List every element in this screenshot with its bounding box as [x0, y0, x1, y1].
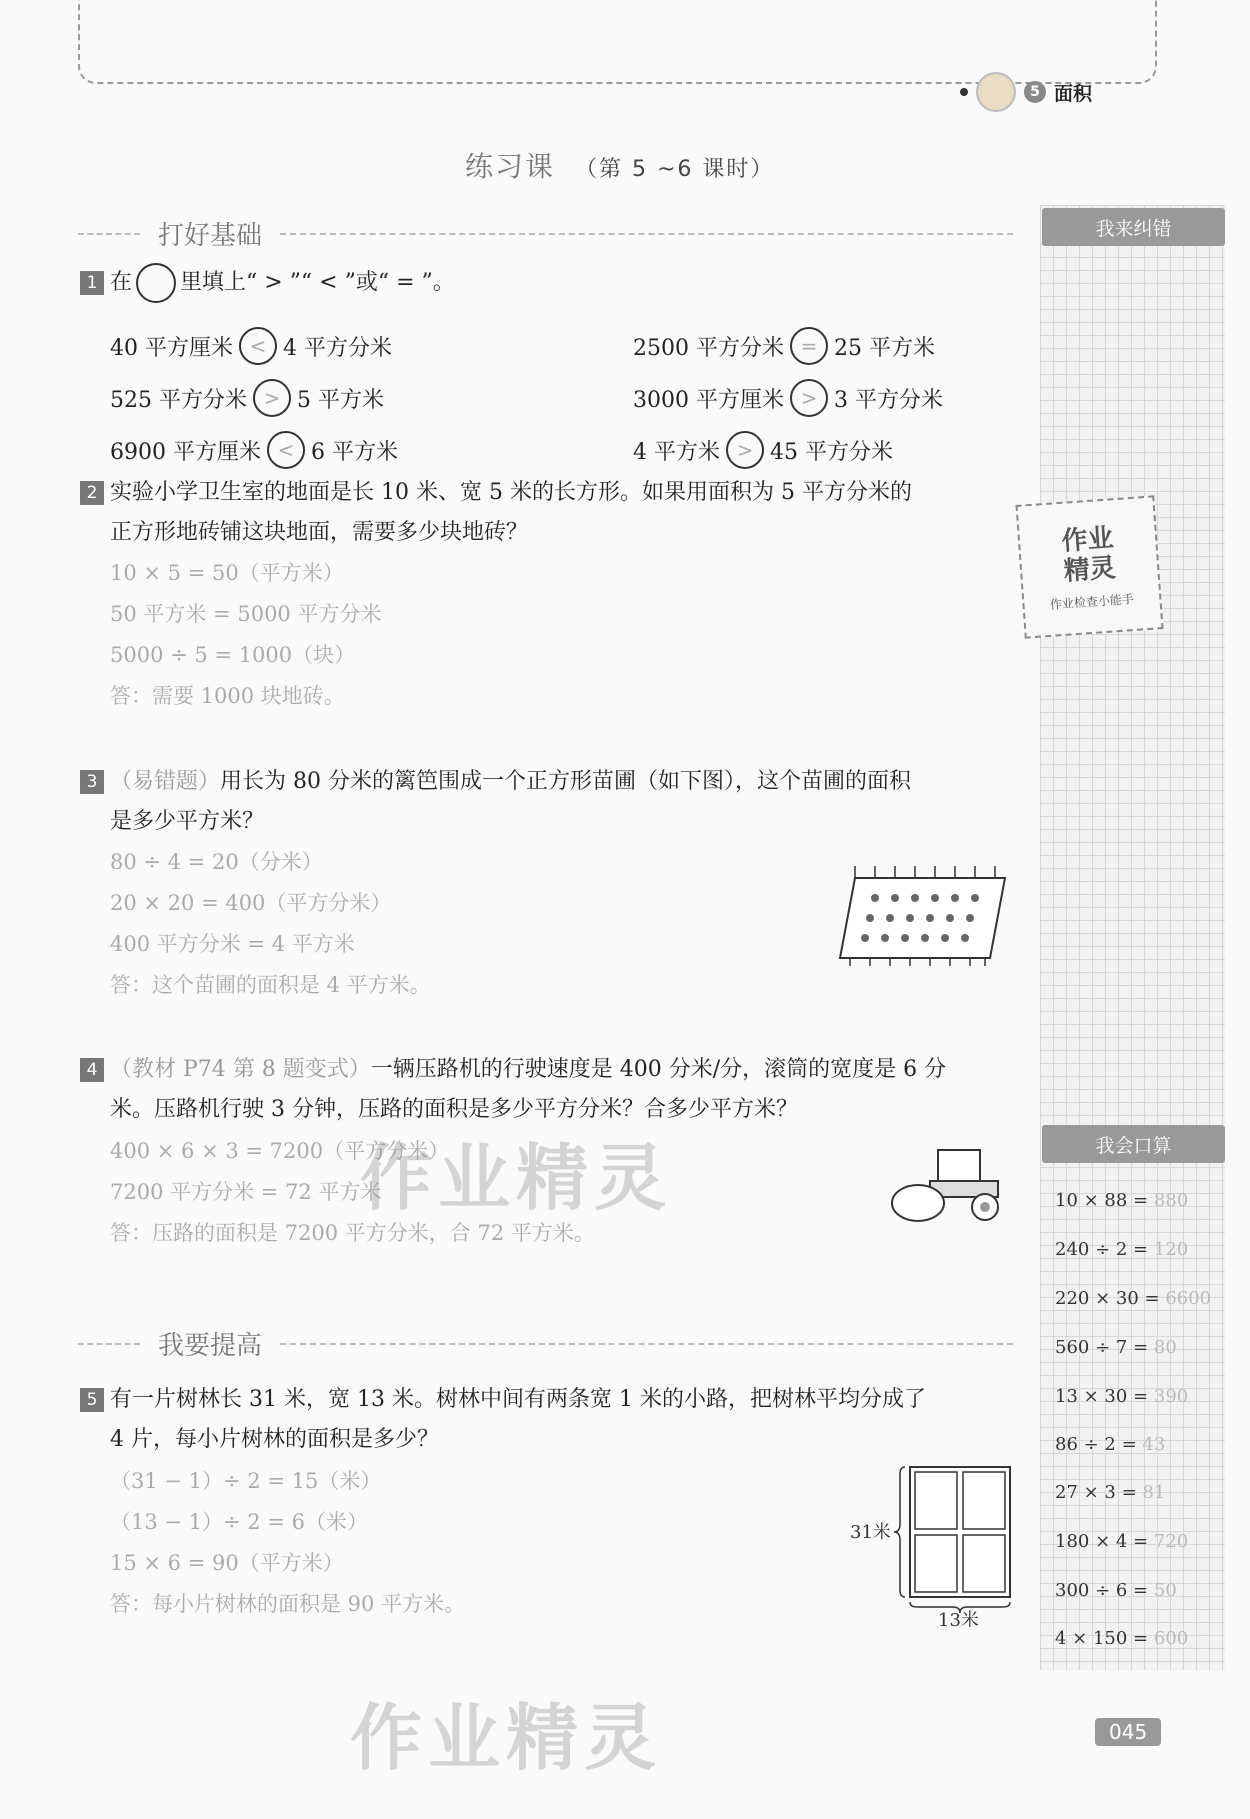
answer-circle[interactable]: > — [253, 379, 291, 417]
chapter-title: 面积 — [1054, 82, 1093, 105]
title-sub: （第 5 ~6 课时） — [575, 157, 775, 182]
calc-item: 86 ÷ 2 = 43 — [1055, 1434, 1166, 1455]
calc-item: 27 × 3 = 81 — [1055, 1482, 1166, 1503]
answer-block-2: 10 × 5 = 50（平方米） 50 平方米 = 5000 平方分米 5000 ÷ 5 = 1000（块） 答：需要 1000 块地砖。 — [110, 561, 382, 708]
compare-item: 4 平方米 > 45 平方分米 — [633, 431, 893, 469]
forest-width-label: 13米 — [938, 1610, 979, 1627]
correct-errors-header: 我来纠错 — [1042, 208, 1225, 246]
watermark: 作业精灵 — [350, 1696, 663, 1780]
calc-item: 220 × 30 = 6600 — [1055, 1288, 1212, 1309]
mental-math-header: 我会口算 — [1042, 1125, 1225, 1163]
compare-item: 6900 平方厘米 < 6 平方米 — [110, 431, 398, 469]
calc-item: 10 × 88 = 880 — [1055, 1190, 1189, 1211]
page-number: 045 — [1095, 1718, 1161, 1746]
answer-block-5: （31 − 1）÷ 2 = 15（米） （13 − 1）÷ 2 = 6（米） 15 × 6 = 90（平方米） 答：每小片树林的面积是 90 平方米。 — [110, 1469, 466, 1616]
answer-circle[interactable]: > — [726, 431, 764, 469]
question-3: 3 （易错题）用长为 80 分米的篱笆围成一个正方形苗圃（如下图），这个苗圃的面积 是多少平方米？ — [80, 762, 1015, 842]
question-number: 3 — [80, 770, 104, 794]
calc-item: 180 × 4 = 720 — [1055, 1531, 1189, 1552]
road-roller-picture — [890, 1145, 1010, 1225]
question-1: 1 在 里填上“ > ”“ < ”或“ = ”。 — [80, 263, 1015, 303]
calc-item: 240 ÷ 2 = 120 — [1055, 1239, 1189, 1260]
calc-item: 560 ÷ 7 = 80 — [1055, 1337, 1177, 1358]
question-number: 4 — [80, 1058, 104, 1082]
forest-length-label: 31米 — [850, 1522, 891, 1543]
section-basic-label: 打好基础 — [158, 221, 263, 251]
answer-block-3: 80 ÷ 4 = 20（分米） 20 × 20 = 400（平方分米） 400 平方分米 = 4 平方米 答：这个苗圃的面积是 4 平方米。 — [110, 850, 431, 997]
calc-item: 13 × 30 = 390 — [1055, 1386, 1189, 1407]
section-advanced-label: 我要提高 — [158, 1331, 263, 1361]
compare-item: 2500 平方分米 = 25 平方米 — [633, 327, 935, 365]
section-basic — [78, 215, 1013, 252]
answer-circle[interactable]: > — [790, 379, 828, 417]
answer-block-4: 400 × 6 × 3 = 7200（平方分米） 7200 平方分米 = 72 平方米 答：压路的面积是 7200 平方分米，合 72 平方米。 — [110, 1139, 595, 1245]
watermark: 作业精灵 — [360, 1136, 673, 1220]
answer-circle[interactable]: < — [239, 327, 277, 365]
blank-circle-icon — [136, 263, 176, 303]
homework-stamp: 作业 精灵 作业检查小能手 — [1015, 495, 1163, 638]
question-5: 5 有一片树林长 31 米，宽 13 米。树林中间有两条宽 1 米的小路，把树林平均分成了 4 片，每小片树林的面积是多少？ — [80, 1380, 1015, 1460]
answer-circle[interactable]: = — [790, 327, 828, 365]
reading-kid-icon — [976, 72, 1016, 112]
question-2: 2 实验小学卫生室的地面是长 10 米、宽 5 米的长方形。如果用面积为 5 平方分米的 正方形地砖铺这块地面，需要多少块地砖？ — [80, 473, 1015, 553]
page-title — [465, 145, 774, 185]
question-number: 5 — [80, 1388, 104, 1412]
question-number: 2 — [80, 481, 104, 505]
chapter-number: 5 — [1024, 81, 1046, 103]
section-advanced — [78, 1325, 1013, 1362]
question-number: 1 — [80, 271, 104, 295]
forest-diagram — [850, 1462, 1020, 1627]
calc-item: 300 ÷ 6 = 50 — [1055, 1580, 1177, 1601]
compare-item: 40 平方厘米 < 4 平方分米 — [110, 327, 392, 365]
calc-item: 4 × 150 = 600 — [1055, 1628, 1189, 1649]
compare-item: 3000 平方厘米 > 3 平方分米 — [633, 379, 943, 417]
answer-circle[interactable]: < — [267, 431, 305, 469]
fenced-nursery-picture — [835, 858, 1010, 968]
question-4: 4 （教材 P74 第 8 题变式）一辆压路机的行驶速度是 400 分米/分，滚筒的宽度是 6 分 米。压路机行驶 3 分钟，压路的面积是多少平方分米？合多少平方米？ — [80, 1050, 1015, 1130]
chapter-header — [960, 72, 1092, 112]
compare-item: 525 平方分米 > 5 平方米 — [110, 379, 384, 417]
title-main: 练习课 — [465, 150, 556, 183]
dot-icon — [960, 88, 968, 96]
